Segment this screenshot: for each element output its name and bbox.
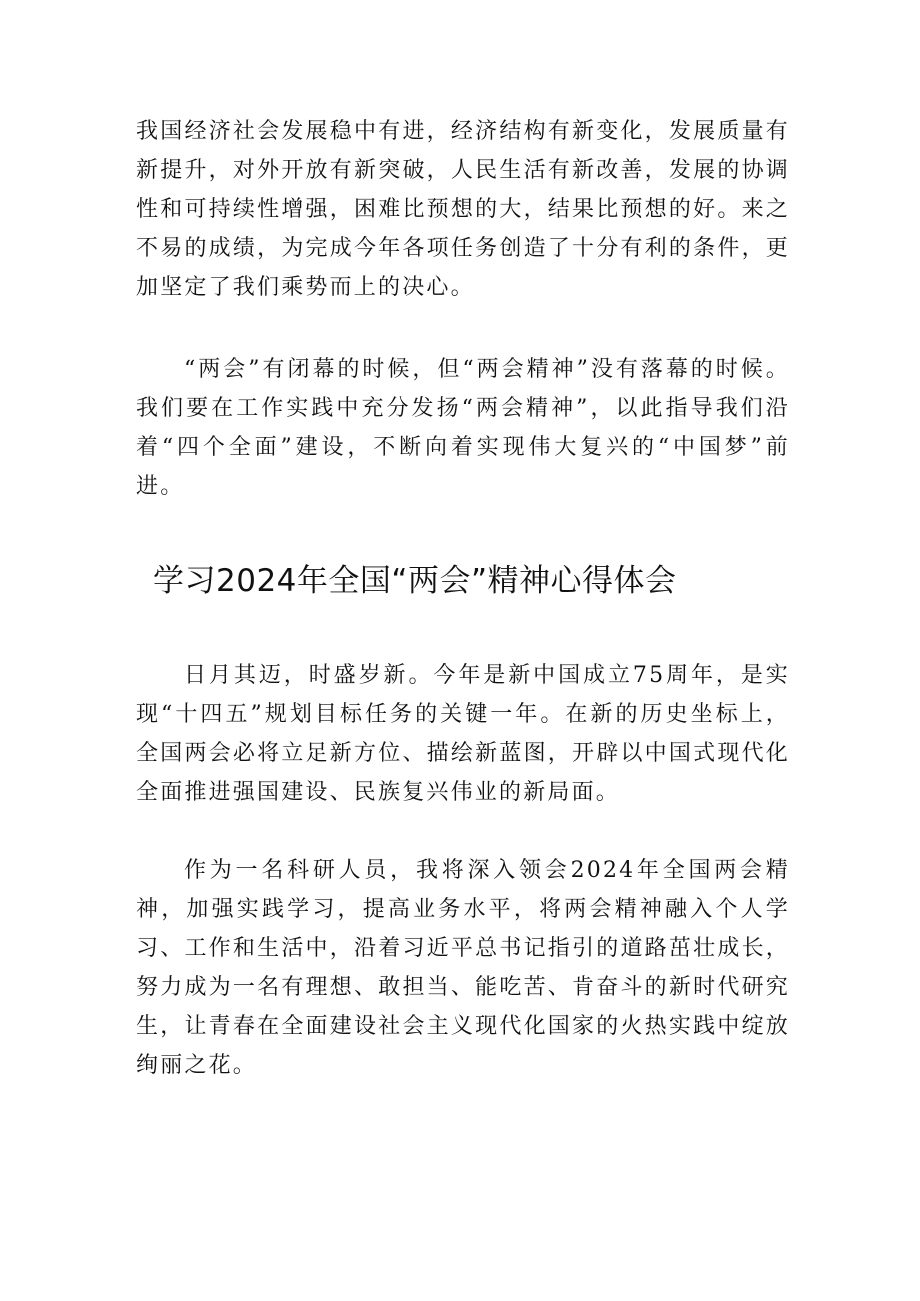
- paragraph-new-year: 日月其迈，时盛岁新。今年是新中国成立75周年，是实现“十四五”规划目标任务的关键一年。在新的历史坐标上，全国两会必将立足新方位、描绘新蓝图，开辟以中国式现代化全面推进强国建设、民族复兴伟业的新局面。: [136, 663, 790, 805]
- article-title: 学习2024年全国“两会”精神心得体会: [153, 563, 677, 599]
- paragraph-two-sessions-spirit: “两会”有闭幕的时候，但“两会精神”没有落幕的时候。我们要在工作实践中充分发扬“两会精神”，以此指导我们沿着“四个全面”建设，不断向着实现伟大复兴的“中国梦”前进。: [136, 357, 790, 499]
- paragraph-economy: 我国经济社会发展稳中有进，经济结构有新变化，发展质量有新提升，对外开放有新突破，人民生活有新改善，发展的协调性和可持续性增强，困难比预想的大，结果比预想的好。来之不易的成绩，为完成今年各项任务创造了十分有利的条件，更加坚定了我们乘势而上的决心。: [136, 119, 790, 300]
- paragraph-researcher: 作为一名科研人员，我将深入领会2024年全国两会精神，加强实践学习，提高业务水平，将两会精神融入个人学习、工作和生活中，沿着习近平总书记指引的道路茁壮成长，努力成为一名有理想、敢担当、能吃苦、肯奋斗的新时代研究生，让青春在全面建设社会主义现代化国家的火热实践中绽放绚丽之花。: [136, 858, 790, 1078]
